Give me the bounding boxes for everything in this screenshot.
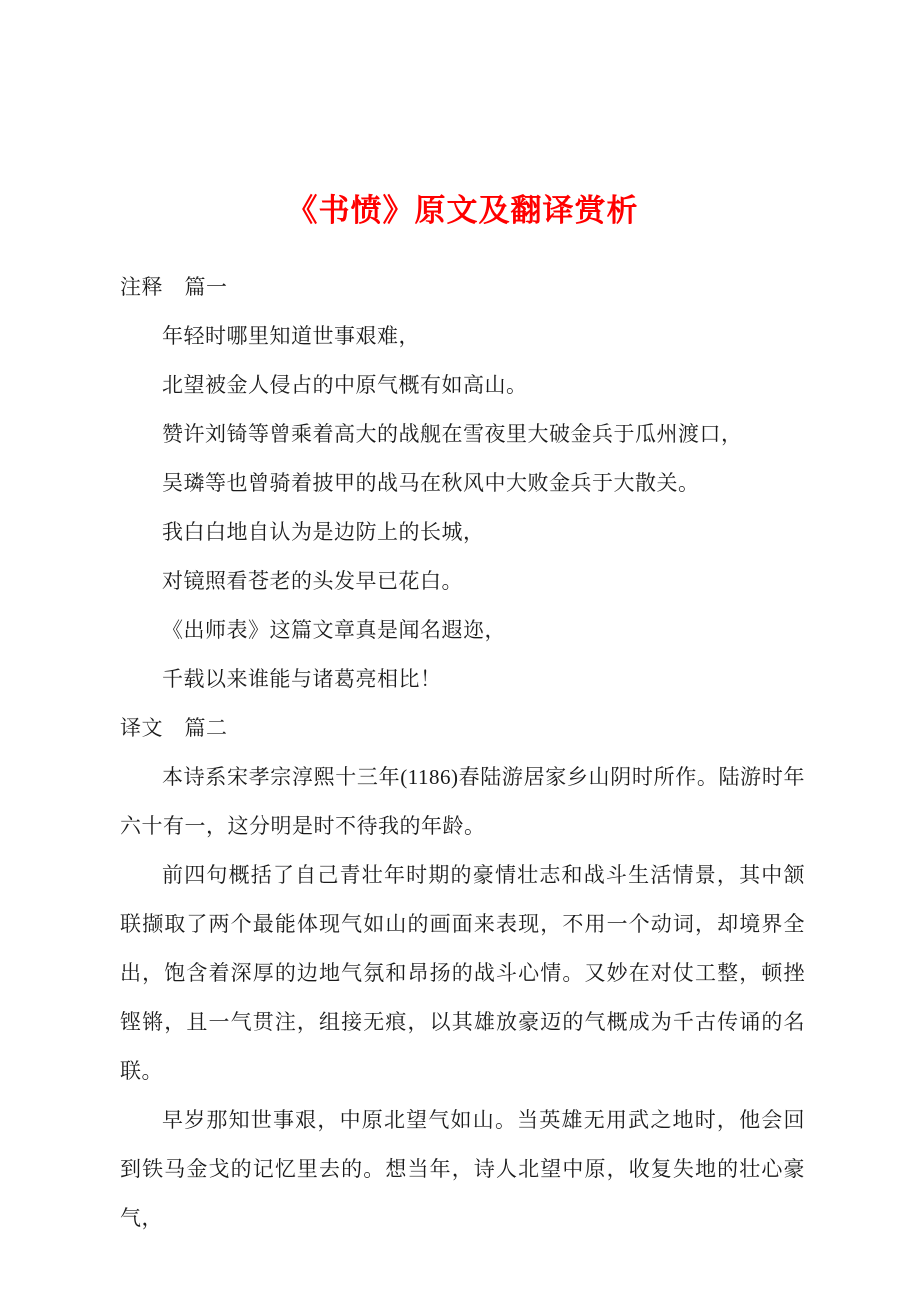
poem-line: 吴璘等也曾骑着披甲的战马在秋风中大败金兵于大散关。	[162, 471, 700, 495]
poem-line: 千载以来谁能与诸葛亮相比！	[162, 667, 442, 691]
poem-line: 对镜照看苍老的头发早已花白。	[162, 569, 463, 593]
section-heading-translation: 译文 篇二	[120, 716, 228, 740]
poem-line: 北望被金人侵占的中原气概有如高山。	[162, 373, 528, 397]
paragraph: 本诗系宋孝宗淳熙十三年(1186)春陆游居家乡山阴时所作。陆游时年六十有一，这分明是时不待我的年龄。	[120, 765, 805, 838]
paragraph: 前四句概括了自己青壮年时期的豪情壮志和战斗生活情景，其中颔联撷取了两个最能体现气如山的画面来表现，不用一个动词，却境界全出，饱含着深厚的边地气氛和昂扬的战斗心情。又妙在对仗工整，顿挫铿锵，且一气贯注，组接无痕，以其雄放豪迈的气概成为千古传诵的名联。	[120, 863, 805, 1083]
section-heading-annotations: 注释 篇一	[120, 275, 228, 299]
poem-line: 年轻时哪里知道世事艰难，	[162, 324, 420, 348]
document-body	[120, 263, 805, 1243]
document-title: 《书愤》原文及翻译赏析	[286, 193, 639, 228]
paragraph: 早岁那知世事艰，中原北望气如山。当英雄无用武之地时，他会回到铁马金戈的记忆里去的。想当年，诗人北望中原，收复失地的壮心豪气，	[120, 1108, 805, 1230]
poem-line: 赞许刘锜等曾乘着高大的战舰在雪夜里大破金兵于瓜州渡口，	[162, 422, 743, 446]
poem-line: 《出师表》这篇文章真是闻名遐迩，	[162, 618, 506, 642]
poem-line: 我白白地自认为是边防上的长城，	[162, 520, 485, 544]
